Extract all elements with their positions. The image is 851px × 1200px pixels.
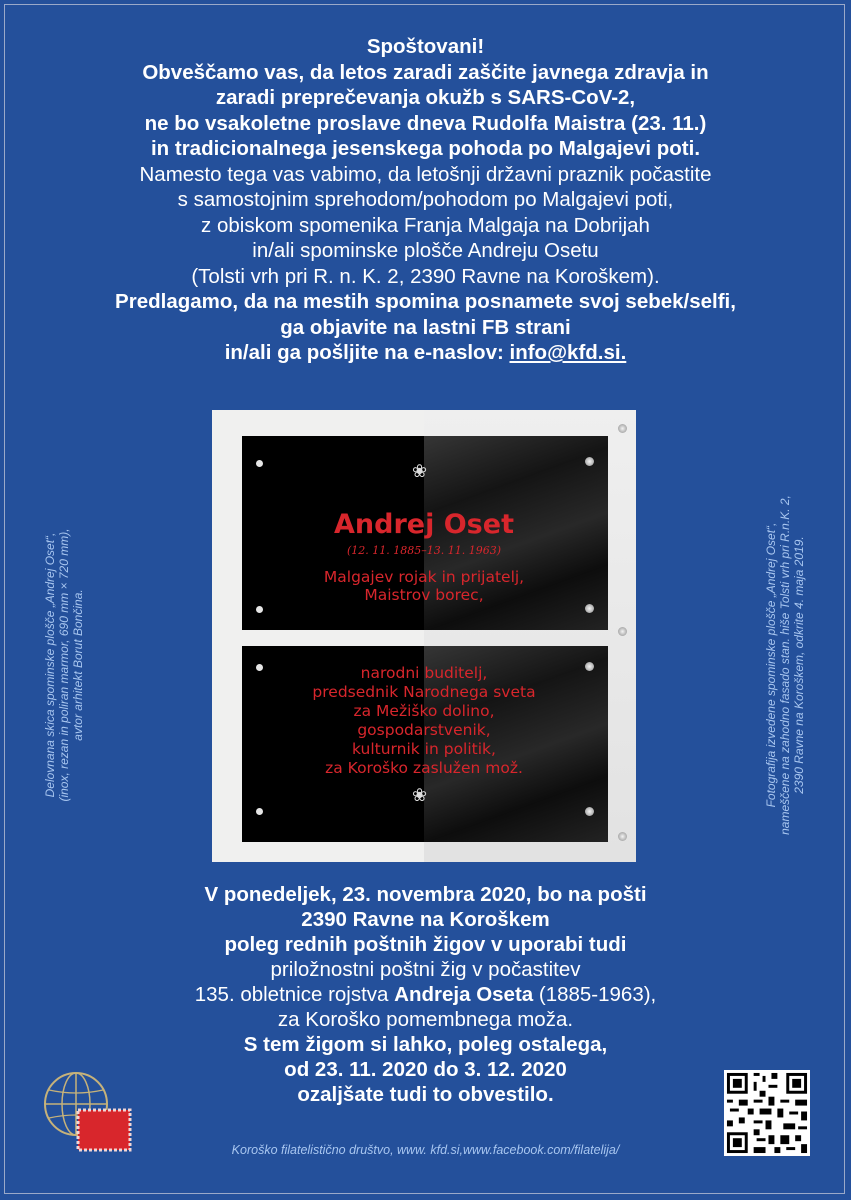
closing-line: S tem žigom si lahko, poleg ostalega, <box>243 1033 608 1056</box>
postmark-line: priložnostni poštni žig v počastitev <box>270 958 581 981</box>
bolt <box>585 807 594 816</box>
closing-line: od 23. 11. 2020 do 3. 12. 2020 <box>284 1058 567 1081</box>
invitation-line: s samostojnim sprehodom/pohodom po Malgajevi poti, <box>177 188 674 211</box>
postmark-line: poleg rednih poštnih žigov v uporabi tudi <box>224 933 627 956</box>
postmark-announcement <box>20 882 831 1107</box>
greeting: Spoštovani! <box>366 35 485 58</box>
caption-line: 2390 Ravne na Koroškem, odkrite 4. maja 2019. <box>792 536 806 794</box>
crest-icon: ❀ <box>412 461 428 481</box>
memorial-plaque-image <box>212 410 636 862</box>
anniversary-line <box>20 982 831 1007</box>
anniversary-suffix: (1885-1963), <box>533 983 657 1006</box>
plaque-line: kulturnik in politik, <box>352 740 496 758</box>
bolt <box>585 604 594 613</box>
plaque-dates: (12. 11. 1885–13. 11. 1963) <box>346 544 502 557</box>
bolt <box>618 424 627 433</box>
invitation-line: z obiskom spomenika Franja Malgaja na Dobrijah <box>201 213 650 237</box>
screw-dot <box>256 808 263 815</box>
bolt <box>585 457 594 466</box>
closing-line: ozaljšate tudi to obvestilo. <box>297 1083 554 1106</box>
plaque-line: predsednik Narodnega sveta <box>312 683 536 701</box>
notice-line: Obveščamo vas, da letos zaradi zaščite javnega zdravja in <box>142 60 709 84</box>
caption-line: Fotografija izvedene spominske plošče „Andrej Oset“, <box>764 522 778 808</box>
crest-icon: ❀ <box>412 785 428 805</box>
plaque-line: Maistrov borec, <box>364 586 484 604</box>
email-link[interactable]: info@kfd.si. <box>509 341 627 364</box>
invitation-line: (Tolsti vrh pri R. n. K. 2, 2390 Ravne na Koroškem). <box>191 264 660 288</box>
anniversary-name: Andreja Oseta <box>394 983 534 1006</box>
caption-line: (inox, rezan in poliran marmor, 690 mm × 720 mm), <box>57 528 71 802</box>
bolt <box>618 627 627 636</box>
footer-credits[interactable]: Koroško filatelistično društvo, www. kfd.si,www.facebook.com/filatelija/ <box>231 1143 620 1157</box>
notice-line: in tradicionalnega jesenskega pohoda po Malgajevi poti. <box>150 137 701 160</box>
invitation-line: Namesto tega vas vabimo, da letošnji državni praznik počastite <box>139 162 712 186</box>
plaque-line: Malgajev rojak in prijatelj, <box>323 568 525 586</box>
notice-line: zaradi preprečevanja okužb s SARS-CoV-2, <box>215 86 636 109</box>
postmark-line: 2390 Ravne na Koroškem <box>301 908 550 931</box>
plaque-line: gospodarstvenik, <box>357 721 491 739</box>
invitation-line: in/ali spominske plošče Andreju Osetu <box>252 239 599 262</box>
sketch-caption <box>43 528 85 801</box>
screw-dot <box>256 460 263 467</box>
anniversary-prefix: 135. obletnice rojstva <box>194 983 395 1006</box>
plaque-line: narodni buditelj, <box>360 664 488 682</box>
postmark-line: za Koroško pomembnega moža. <box>277 1008 574 1031</box>
plaque-name: Andrej Oset <box>334 509 514 540</box>
email-prefix: in/ali ga pošljite na e-naslov: <box>224 341 510 364</box>
plaque-line: za Koroško zaslužen mož. <box>325 759 523 777</box>
bolt <box>618 832 627 841</box>
screw-dot <box>256 606 263 613</box>
suggestion-line: Predlagamo, da na mestih spomina posnamete svoj sebek/selfi, <box>115 290 736 313</box>
postmark-line: V ponedeljek, 23. novembra 2020, bo na pošti <box>204 883 647 906</box>
plaque-line: za Mežiško dolino, <box>353 702 495 720</box>
notice-line: ne bo vsakoletne proslave dneva Rudolfa Maistra (23. 11.) <box>144 111 707 135</box>
caption-line: nameščene na zahodno fasado stan. hiše Tolsti vrh pri R.n.K. 2, <box>778 495 792 835</box>
caption-line: Delovnana skica spominske plošče „Andrej Oset“, <box>43 532 57 798</box>
caption-line: avtor arhitekt Borut Bončina. <box>71 589 85 741</box>
announcement-text <box>20 34 831 366</box>
email-line <box>20 340 831 366</box>
suggestion-line: ga objavite na lastni FB strani <box>280 315 571 339</box>
photo-caption <box>764 495 806 835</box>
